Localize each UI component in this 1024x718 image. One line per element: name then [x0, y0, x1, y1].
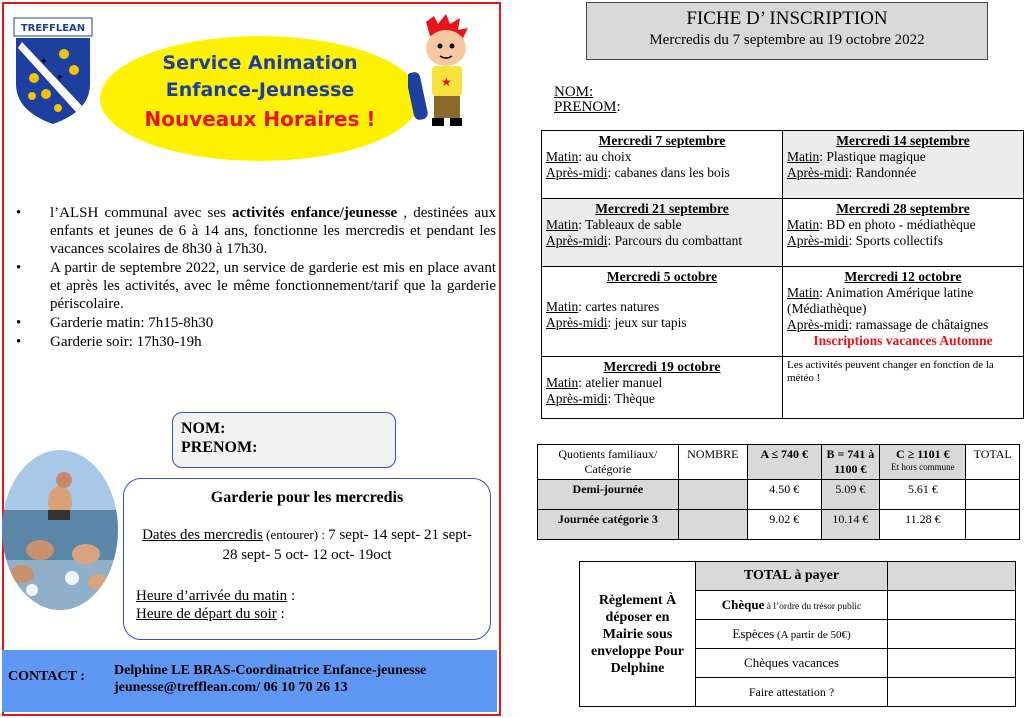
tariff-header: NOMBRE	[678, 445, 747, 480]
contact-bar	[2, 650, 497, 712]
registration-subtitle: Mercredis du 7 septembre au 19 octobre 2022	[649, 32, 925, 48]
tariff-total-field[interactable]	[966, 510, 1020, 540]
bullet-garderie-matin: • Garderie matin: 7h15-8h30	[16, 315, 214, 331]
cartoon-boy-illustration	[408, 14, 480, 135]
tariff-header: TOTAL	[966, 445, 1020, 480]
departure-field[interactable]	[136, 605, 478, 623]
registration-title: FICHE D’ INSCRIPTION	[686, 8, 888, 29]
garderie-title: Garderie pour les mercredis	[210, 489, 404, 506]
payment-cheque-field[interactable]	[888, 591, 1016, 620]
wednesday-cell[interactable]: Mercredi 5 octobre Matin: cartes natures Après-midi: jeux sur tapis	[542, 267, 783, 357]
tariff-count-field[interactable]	[678, 510, 747, 540]
info-bullet-list	[4, 204, 496, 352]
payment-attestation: Faire attestation ?	[696, 678, 888, 707]
garderie-dates[interactable]	[136, 525, 478, 565]
bullet-garderie-soir: • Garderie soir: 17h30-19h	[16, 334, 202, 350]
dates-values: 7 sept- 14 sept- 21 sept- 28 sept- 5 oct- 12 oct- 19oct	[222, 527, 472, 563]
tariff-header-c: C ≥ 1101 € Et hors commune	[880, 445, 966, 480]
tariff-header: Quotients familiaux/ Catégorie	[538, 445, 679, 480]
bullet-alsh: • l’ALSH communal avec ses activités enfance/jeunesse , destinées aux enfants et jeunes de 6 à 14 ans, fonctionne les mercredis et pendant les vacances scolaires de 8h30 à 17h30.	[16, 205, 496, 257]
payment-cheque: Chèque à l’ordre du trésor public	[696, 591, 888, 620]
arrival-colon: :	[287, 588, 296, 604]
tariff-header: B = 741 à 1100 €	[821, 445, 880, 480]
wednesday-cell[interactable]: Mercredi 19 octobre Matin: atelier manuel Après-midi: Thèque	[542, 357, 783, 419]
tariff-header: A ≤ 740 €	[748, 445, 822, 480]
svg-text:✦: ✦	[40, 56, 48, 66]
tariff-table	[537, 444, 1020, 540]
tariff-count-field[interactable]	[678, 480, 747, 510]
registration-name-fields[interactable]	[554, 85, 621, 115]
tariff-row-label: Journée catégorie 3	[538, 510, 679, 540]
tariff-price: 11.28 €	[880, 510, 966, 540]
payment-vacances-field[interactable]	[888, 649, 1016, 678]
payment-table	[579, 561, 1016, 707]
tariff-price: 4.50 €	[748, 480, 822, 510]
arrival-label: Heure d’arrivée du matin	[136, 588, 288, 604]
departure-colon: :	[276, 606, 285, 622]
crest-lettering: TREFFLEAN	[20, 23, 86, 34]
svg-text:✦: ✦	[56, 72, 64, 82]
contact-name: Delphine LE BRAS-Coordinatrice Enfance-jeunesse	[114, 663, 427, 678]
tariff-price: 9.02 €	[748, 510, 822, 540]
departure-label: Heure de départ du soir	[136, 606, 277, 622]
wednesday-cell[interactable]: Mercredi 14 septembre Matin: Plastique magique Après-midi: Randonnée	[783, 131, 1024, 199]
tariff-row-label: Demi-journée	[538, 480, 679, 510]
service-title-line2: Enfance-Jeunesse	[165, 79, 355, 101]
tariff-price: 5.61 €	[880, 480, 966, 510]
service-title-line1: Service Animation	[162, 52, 358, 74]
payment-especes-field[interactable]	[888, 620, 1016, 649]
svg-text:★: ★	[441, 75, 452, 89]
name-box[interactable]	[172, 412, 396, 468]
wednesday-cell[interactable]: Mercredi 7 septembre Matin: au choix Après-midi: cabanes dans les bois	[542, 131, 783, 199]
arrival-field[interactable]	[136, 587, 478, 605]
payment-vacances: Chèques vacances	[696, 649, 888, 678]
new-hours-heading: Nouveaux Horaires !	[144, 107, 376, 131]
payment-instructions: Règlement À déposer en Mairie sous enveloppe Pour Delphine	[580, 562, 696, 707]
contact-label: CONTACT :	[8, 669, 85, 684]
weather-note: Les activités peuvent changer en fonction de la météo !	[787, 359, 994, 384]
garderie-box	[123, 478, 491, 640]
name-label: NOM:	[181, 420, 226, 437]
dates-label: Dates des mercredis	[142, 527, 263, 543]
total-field[interactable]	[888, 562, 1016, 591]
tariff-total-field[interactable]	[966, 480, 1020, 510]
contact-details[interactable]: jeunesse@trefflean.com/ 06 10 70 26 13	[114, 680, 348, 695]
weather-note-cell	[783, 357, 1024, 419]
wednesday-cell[interactable]: Mercredi 21 septembre Matin: Tableaux de sable Après-midi: Parcours du combattant	[542, 199, 783, 267]
reg-nom-label: NOM:	[554, 84, 594, 100]
payment-attestation-field[interactable]	[888, 678, 1016, 707]
dates-note: (entourer) :	[262, 527, 329, 542]
registration-header	[586, 2, 988, 60]
payment-especes: Espèces (A partir de 50€)	[696, 620, 888, 649]
autumn-registration-note: Inscriptions vacances Automne	[813, 333, 993, 348]
total-title: TOTAL à payer	[696, 562, 888, 591]
wednesday-cell[interactable]: Mercredi 28 septembre Matin: BD en photo - médiathèque Après-midi: Sports collectifs	[783, 199, 1024, 267]
firstname-label: PRENOM:	[181, 439, 258, 456]
tariff-price: 5.09 €	[821, 480, 880, 510]
wednesday-activities-table	[541, 130, 1024, 419]
reg-prenom-label: PRENOM:	[554, 99, 621, 115]
kids-beach-photo	[2, 450, 118, 610]
wednesday-cell[interactable]: Mercredi 12 octobre Matin: Animation Amérique latine (Médiathèque) Après-midi: ramassage de châtaignes Inscriptions vacances Automne	[783, 267, 1024, 357]
trefflean-crest-logo	[12, 16, 94, 131]
tariff-price: 10.14 €	[821, 510, 880, 540]
bullet-garderie: • A partir de septembre 2022, un service de garderie est mis en place avant et après les activités, avec le même fonctionnement/tarif que la garderie périscolaire.	[16, 260, 496, 312]
